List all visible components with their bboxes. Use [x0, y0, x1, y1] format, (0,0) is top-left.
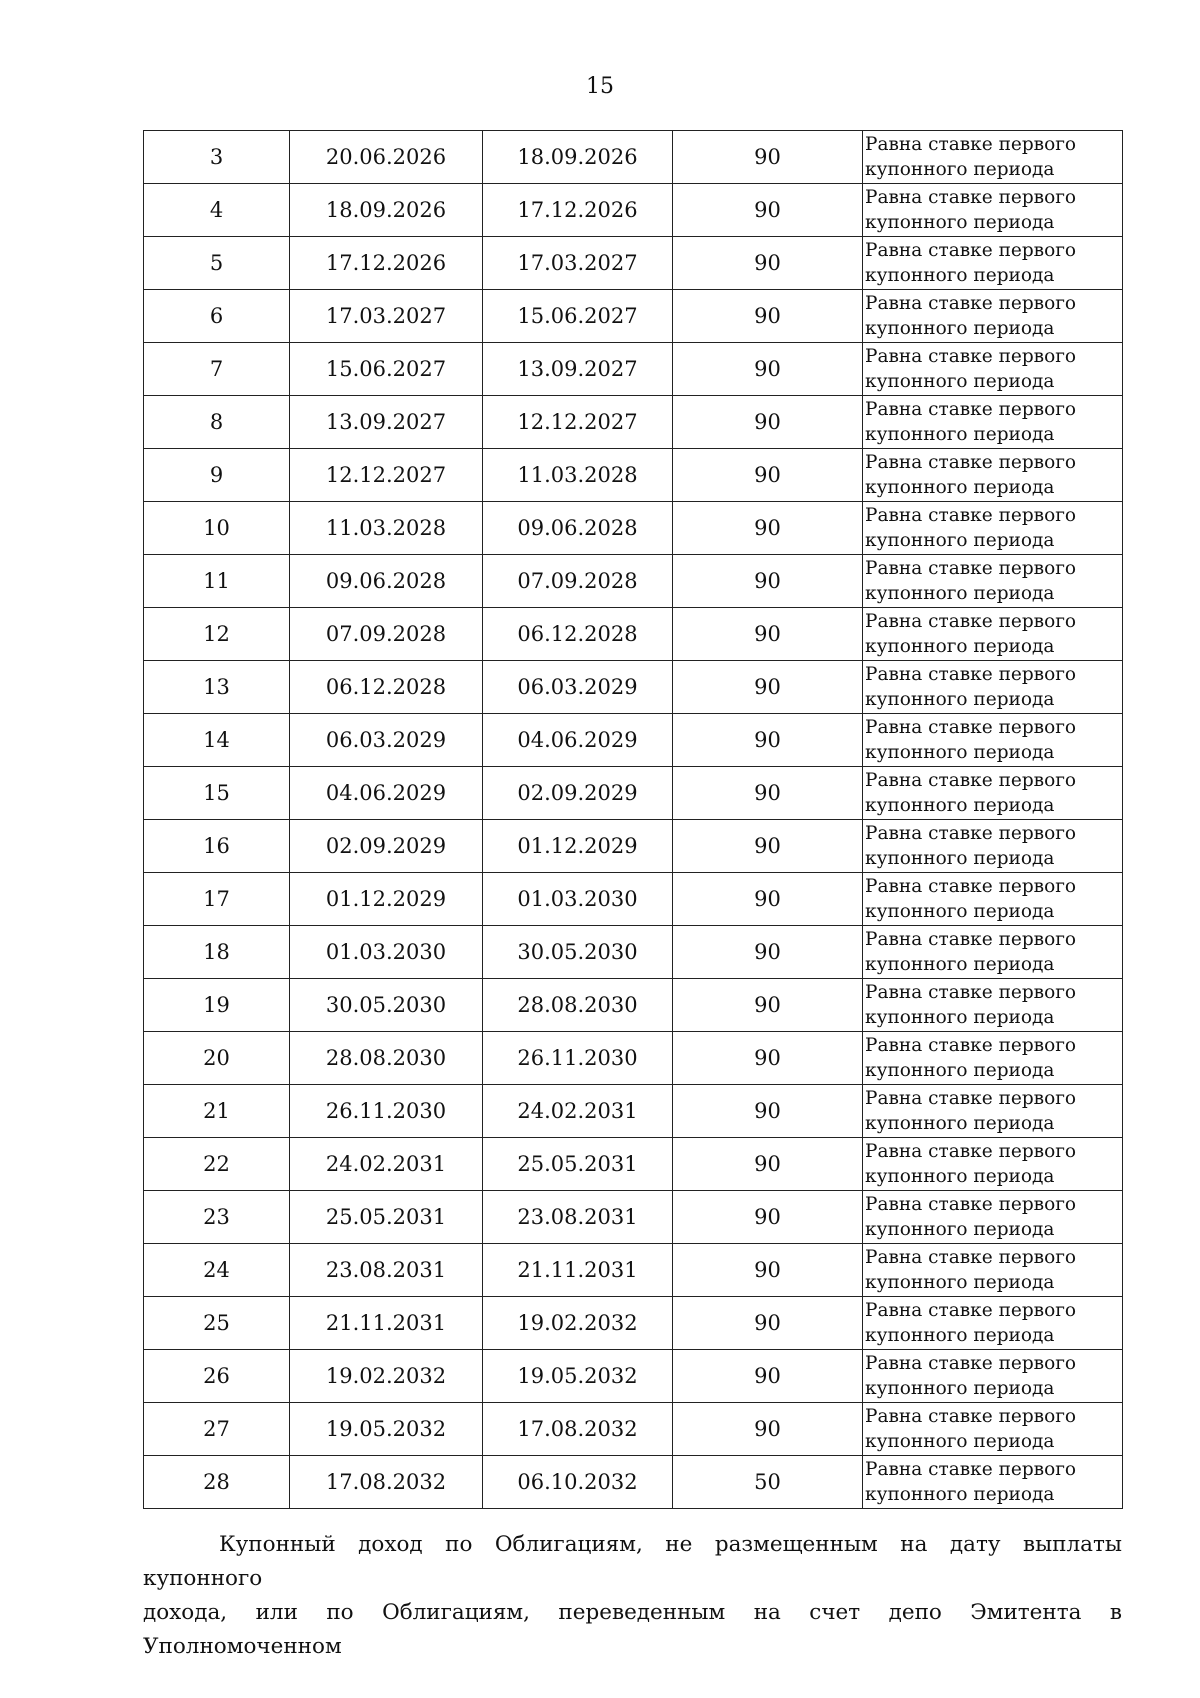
period-start-date-cell: 06.03.2029 [290, 714, 483, 767]
period-end-date-cell: 17.08.2032 [483, 1403, 673, 1456]
coupon-number-cell: 3 [144, 131, 290, 184]
rate-text-line: купонного периода [865, 1431, 1055, 1452]
coupon-rate-cell [863, 1191, 1123, 1244]
table-row [144, 396, 1123, 449]
period-start-date-cell: 21.11.2031 [290, 1297, 483, 1350]
period-start-date-cell: 15.06.2027 [290, 343, 483, 396]
body-paragraph [143, 1528, 1122, 1664]
period-end-date-cell: 28.08.2030 [483, 979, 673, 1032]
period-duration-days-cell: 90 [673, 1403, 863, 1456]
period-duration-days-cell: 90 [673, 714, 863, 767]
table-row [144, 502, 1123, 555]
period-end-date-cell: 01.12.2029 [483, 820, 673, 873]
period-end-date-cell: 30.05.2030 [483, 926, 673, 979]
rate-text-line: купонного периода [865, 689, 1055, 710]
coupon-number-cell: 8 [144, 396, 290, 449]
period-end-date-cell: 23.08.2031 [483, 1191, 673, 1244]
coupon-rate-cell [863, 979, 1123, 1032]
rate-text-line: Равна ставке первого [865, 1194, 1077, 1215]
period-duration-days-cell: 90 [673, 1297, 863, 1350]
coupon-number-cell: 4 [144, 184, 290, 237]
coupon-number-cell: 7 [144, 343, 290, 396]
table-row [144, 1456, 1123, 1509]
coupon-number-cell: 20 [144, 1032, 290, 1085]
period-end-date-cell: 24.02.2031 [483, 1085, 673, 1138]
period-duration-days-cell: 90 [673, 661, 863, 714]
rate-text-line: купонного периода [865, 1166, 1055, 1187]
period-end-date-cell: 09.06.2028 [483, 502, 673, 555]
period-start-date-cell: 30.05.2030 [290, 979, 483, 1032]
rate-text-line: Равна ставке первого [865, 240, 1077, 261]
table-row [144, 661, 1123, 714]
period-start-date-cell: 19.02.2032 [290, 1350, 483, 1403]
table-row [144, 184, 1123, 237]
rate-text-line: Равна ставке первого [865, 1459, 1077, 1480]
period-end-date-cell: 26.11.2030 [483, 1032, 673, 1085]
coupon-rate-cell [863, 1456, 1123, 1509]
period-end-date-cell: 07.09.2028 [483, 555, 673, 608]
period-start-date-cell: 01.03.2030 [290, 926, 483, 979]
rate-text-line: купонного периода [865, 424, 1055, 445]
period-duration-days-cell: 90 [673, 449, 863, 502]
period-duration-days-cell: 90 [673, 873, 863, 926]
coupon-number-cell: 5 [144, 237, 290, 290]
table-row [144, 237, 1123, 290]
period-start-date-cell: 01.12.2029 [290, 873, 483, 926]
coupon-rate-cell [863, 1032, 1123, 1085]
period-start-date-cell: 12.12.2027 [290, 449, 483, 502]
rate-text-line: купонного периода [865, 1325, 1055, 1346]
rate-text-line: купонного периода [865, 212, 1055, 233]
period-end-date-cell: 17.03.2027 [483, 237, 673, 290]
period-start-date-cell: 26.11.2030 [290, 1085, 483, 1138]
coupon-rate-cell [863, 396, 1123, 449]
period-end-date-cell: 17.12.2026 [483, 184, 673, 237]
period-end-date-cell: 02.09.2029 [483, 767, 673, 820]
table-row [144, 767, 1123, 820]
coupon-number-cell: 6 [144, 290, 290, 343]
rate-text-line: купонного периода [865, 1378, 1055, 1399]
rate-text-line: купонного периода [865, 1219, 1055, 1240]
rate-text-line: Равна ставке первого [865, 187, 1077, 208]
period-duration-days-cell: 90 [673, 555, 863, 608]
period-end-date-cell: 19.02.2032 [483, 1297, 673, 1350]
rate-text-line: Равна ставке первого [865, 452, 1077, 473]
table-row [144, 1244, 1123, 1297]
coupon-number-cell: 16 [144, 820, 290, 873]
coupon-rate-cell [863, 873, 1123, 926]
rate-text-line: Равна ставке первого [865, 770, 1077, 791]
period-end-date-cell: 11.03.2028 [483, 449, 673, 502]
rate-text-line: Равна ставке первого [865, 929, 1077, 950]
period-duration-days-cell: 90 [673, 502, 863, 555]
coupon-rate-cell [863, 714, 1123, 767]
period-duration-days-cell: 90 [673, 926, 863, 979]
coupon-number-cell: 13 [144, 661, 290, 714]
period-end-date-cell: 06.12.2028 [483, 608, 673, 661]
period-start-date-cell: 09.06.2028 [290, 555, 483, 608]
rate-text-line: купонного периода [865, 583, 1055, 604]
coupon-rate-cell [863, 1138, 1123, 1191]
coupon-rate-cell [863, 1297, 1123, 1350]
period-duration-days-cell: 90 [673, 131, 863, 184]
rate-text-line: Равна ставке первого [865, 558, 1077, 579]
coupon-rate-cell [863, 555, 1123, 608]
rate-text-line: купонного периода [865, 159, 1055, 180]
coupon-rate-cell [863, 1244, 1123, 1297]
table-row [144, 1191, 1123, 1244]
period-start-date-cell: 02.09.2029 [290, 820, 483, 873]
period-start-date-cell: 23.08.2031 [290, 1244, 483, 1297]
rate-text-line: купонного периода [865, 530, 1055, 551]
rate-text-line: купонного периода [865, 371, 1055, 392]
rate-text-line: купонного периода [865, 795, 1055, 816]
rate-text-line: купонного периода [865, 954, 1055, 975]
rate-text-line: купонного периода [865, 901, 1055, 922]
coupon-number-cell: 14 [144, 714, 290, 767]
rate-text-line: купонного периода [865, 1272, 1055, 1293]
rate-text-line: купонного периода [865, 1113, 1055, 1134]
coupon-schedule-table [143, 130, 1123, 1509]
table-row [144, 1138, 1123, 1191]
coupon-rate-cell [863, 1085, 1123, 1138]
rate-text-line: Равна ставке первого [865, 876, 1077, 897]
coupon-number-cell: 28 [144, 1456, 290, 1509]
period-start-date-cell: 28.08.2030 [290, 1032, 483, 1085]
rate-text-line: купонного периода [865, 1060, 1055, 1081]
coupon-rate-cell [863, 926, 1123, 979]
coupon-rate-cell [863, 767, 1123, 820]
rate-text-line: купонного периода [865, 636, 1055, 657]
period-end-date-cell: 06.03.2029 [483, 661, 673, 714]
coupon-rate-cell [863, 1350, 1123, 1403]
rate-text-line: Равна ставке первого [865, 1300, 1077, 1321]
period-end-date-cell: 04.06.2029 [483, 714, 673, 767]
coupon-number-cell: 9 [144, 449, 290, 502]
rate-text-line: Равна ставке первого [865, 293, 1077, 314]
coupon-rate-cell [863, 184, 1123, 237]
table-row [144, 1297, 1123, 1350]
period-end-date-cell: 25.05.2031 [483, 1138, 673, 1191]
table-row [144, 979, 1123, 1032]
period-duration-days-cell: 90 [673, 184, 863, 237]
period-start-date-cell: 11.03.2028 [290, 502, 483, 555]
rate-text-line: Равна ставке первого [865, 1247, 1077, 1268]
coupon-number-cell: 25 [144, 1297, 290, 1350]
coupon-rate-cell [863, 343, 1123, 396]
period-start-date-cell: 25.05.2031 [290, 1191, 483, 1244]
table-row [144, 449, 1123, 502]
rate-text-line: Равна ставке первого [865, 823, 1077, 844]
coupon-rate-cell [863, 820, 1123, 873]
rate-text-line: Равна ставке первого [865, 611, 1077, 632]
coupon-rate-cell [863, 290, 1123, 343]
table-row [144, 290, 1123, 343]
coupon-number-cell: 21 [144, 1085, 290, 1138]
rate-text-line: купонного периода [865, 1007, 1055, 1028]
coupon-number-cell: 27 [144, 1403, 290, 1456]
paragraph-line: дохода, или по Облигациям, переведенным на счет депо Эмитента в Уполномоченном [143, 1600, 1122, 1659]
table-row [144, 1032, 1123, 1085]
period-end-date-cell: 13.09.2027 [483, 343, 673, 396]
period-duration-days-cell: 90 [673, 1085, 863, 1138]
rate-text-line: Равна ставке первого [865, 1353, 1077, 1374]
table-row [144, 714, 1123, 767]
coupon-number-cell: 11 [144, 555, 290, 608]
period-start-date-cell: 17.08.2032 [290, 1456, 483, 1509]
period-duration-days-cell: 90 [673, 1138, 863, 1191]
table-row [144, 820, 1123, 873]
table-row [144, 926, 1123, 979]
coupon-rate-cell [863, 661, 1123, 714]
period-end-date-cell: 19.05.2032 [483, 1350, 673, 1403]
rate-text-line: купонного периода [865, 265, 1055, 286]
page-number: 15 [586, 74, 614, 99]
coupon-rate-cell [863, 608, 1123, 661]
coupon-number-cell: 26 [144, 1350, 290, 1403]
rate-text-line: Равна ставке первого [865, 717, 1077, 738]
rate-text-line: Равна ставке первого [865, 505, 1077, 526]
table-row [144, 1403, 1123, 1456]
period-end-date-cell: 01.03.2030 [483, 873, 673, 926]
coupon-number-cell: 12 [144, 608, 290, 661]
rate-text-line: купонного периода [865, 848, 1055, 869]
period-duration-days-cell: 50 [673, 1456, 863, 1509]
coupon-rate-cell [863, 449, 1123, 502]
period-duration-days-cell: 90 [673, 1350, 863, 1403]
table-row [144, 343, 1123, 396]
rate-text-line: Равна ставке первого [865, 1088, 1077, 1109]
period-duration-days-cell: 90 [673, 343, 863, 396]
period-duration-days-cell: 90 [673, 979, 863, 1032]
rate-text-line: Равна ставке первого [865, 1406, 1077, 1427]
period-duration-days-cell: 90 [673, 290, 863, 343]
coupon-number-cell: 19 [144, 979, 290, 1032]
period-duration-days-cell: 90 [673, 767, 863, 820]
table-row [144, 608, 1123, 661]
coupon-number-cell: 15 [144, 767, 290, 820]
period-duration-days-cell: 90 [673, 608, 863, 661]
period-start-date-cell: 20.06.2026 [290, 131, 483, 184]
period-duration-days-cell: 90 [673, 1244, 863, 1297]
rate-text-line: купонного периода [865, 742, 1055, 763]
period-start-date-cell: 04.06.2029 [290, 767, 483, 820]
coupon-rate-cell [863, 502, 1123, 555]
period-start-date-cell: 19.05.2032 [290, 1403, 483, 1456]
table-row [144, 1085, 1123, 1138]
period-end-date-cell: 21.11.2031 [483, 1244, 673, 1297]
table-row [144, 555, 1123, 608]
table-row [144, 1350, 1123, 1403]
period-end-date-cell: 18.09.2026 [483, 131, 673, 184]
period-start-date-cell: 24.02.2031 [290, 1138, 483, 1191]
table-row [144, 873, 1123, 926]
period-start-date-cell: 13.09.2027 [290, 396, 483, 449]
coupon-table-body [144, 131, 1123, 1509]
paragraph-line: Купонный доход по Облигациям, не размещенным на дату выплаты купонного [143, 1532, 1122, 1591]
rate-text-line: Равна ставке первого [865, 399, 1077, 420]
period-duration-days-cell: 90 [673, 237, 863, 290]
rate-text-line: Равна ставке первого [865, 134, 1077, 155]
coupon-number-cell: 22 [144, 1138, 290, 1191]
coupon-number-cell: 24 [144, 1244, 290, 1297]
rate-text-line: Равна ставке первого [865, 664, 1077, 685]
coupon-number-cell: 17 [144, 873, 290, 926]
table-row [144, 131, 1123, 184]
rate-text-line: Равна ставке первого [865, 982, 1077, 1003]
period-start-date-cell: 07.09.2028 [290, 608, 483, 661]
rate-text-line: купонного периода [865, 318, 1055, 339]
period-duration-days-cell: 90 [673, 1191, 863, 1244]
rate-text-line: Равна ставке первого [865, 346, 1077, 367]
period-end-date-cell: 12.12.2027 [483, 396, 673, 449]
coupon-number-cell: 18 [144, 926, 290, 979]
coupon-number-cell: 23 [144, 1191, 290, 1244]
period-end-date-cell: 06.10.2032 [483, 1456, 673, 1509]
rate-text-line: Равна ставке первого [865, 1141, 1077, 1162]
rate-text-line: Равна ставке первого [865, 1035, 1077, 1056]
coupon-rate-cell [863, 237, 1123, 290]
period-duration-days-cell: 90 [673, 1032, 863, 1085]
period-start-date-cell: 18.09.2026 [290, 184, 483, 237]
period-duration-days-cell: 90 [673, 396, 863, 449]
rate-text-line: купонного периода [865, 477, 1055, 498]
period-start-date-cell: 17.12.2026 [290, 237, 483, 290]
period-duration-days-cell: 90 [673, 820, 863, 873]
coupon-number-cell: 10 [144, 502, 290, 555]
coupon-rate-cell [863, 1403, 1123, 1456]
period-start-date-cell: 17.03.2027 [290, 290, 483, 343]
rate-text-line: купонного периода [865, 1484, 1055, 1505]
period-end-date-cell: 15.06.2027 [483, 290, 673, 343]
coupon-rate-cell [863, 131, 1123, 184]
period-start-date-cell: 06.12.2028 [290, 661, 483, 714]
